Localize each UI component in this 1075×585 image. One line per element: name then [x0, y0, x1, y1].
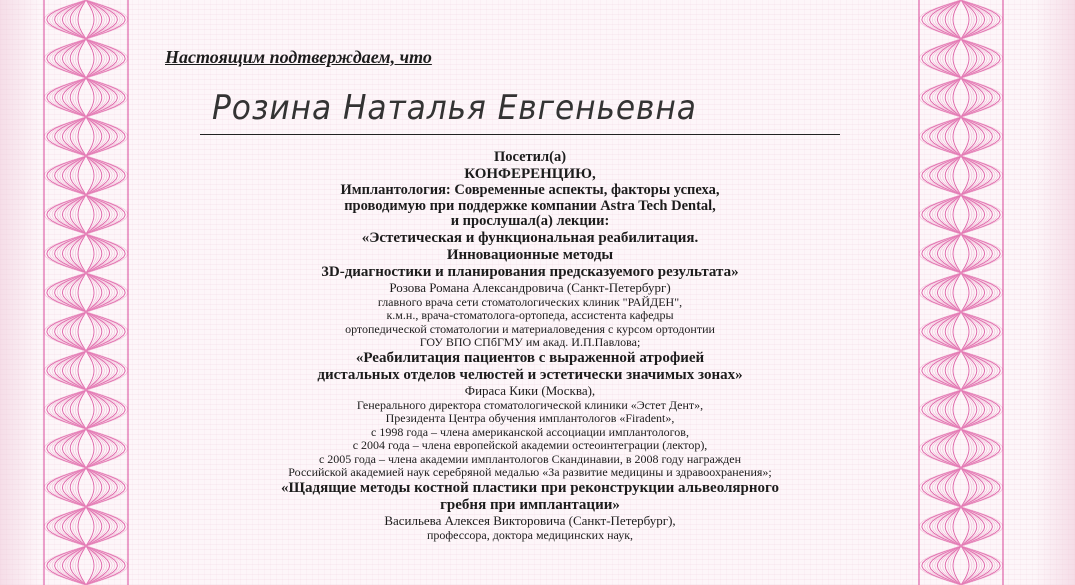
lecture2-credential: Президента Центра обучения имплантологов «Firadent»,	[385, 411, 675, 426]
lecture2-credential: с 2004 года – члена европейской академии остеоинтеграции (лектор),	[352, 438, 708, 453]
guilloche-pattern-right	[915, 0, 1007, 585]
lecture1-credential: главного врача сети стоматологических клиник "РАЙДЕН",	[377, 294, 683, 309]
lecture2-credential: Российской академией наук серебряной медалью «За развитие медицины и здравоохранения»;	[288, 465, 772, 480]
lecture3-credential: профессора, доктора медицинских наук,	[426, 527, 634, 542]
lecture1-title-line: 3D-диагностики и планирования предсказуемого результата»	[321, 264, 739, 281]
lecture2-credential: с 1998 года – члена американской ассоциации имплантологов,	[371, 424, 689, 439]
conference-topic: Имплантология: Современные аспекты, факторы успеха,	[340, 181, 720, 198]
lecture1-title-line: «Эстетическая и функциональная реабилитация.	[361, 230, 699, 247]
lecture2-credential: с 2005 года – члена академии имплантологов Скандинавии, в 2008 году награжден	[318, 451, 742, 466]
lecture2-title-line: «Реабилитация пациентов с выраженной атрофией	[355, 349, 705, 366]
lecture3-speaker: Васильева Алексея Викторовича (Санкт-Петербург),	[384, 512, 676, 528]
lectures-intro: и прослушал(а) лекции:	[450, 213, 610, 230]
left-edge-shade	[0, 0, 40, 585]
event-type: КОНФЕРЕНЦИЮ,	[464, 165, 596, 182]
lecture2-speaker: Фираса Кики (Москва),	[464, 382, 596, 398]
lecture1-credential: ортопедической стоматологии и материаловедения с курсом ортодонтии	[345, 321, 715, 336]
attended-label: Посетил(а)	[493, 149, 567, 165]
lecture3-title-line: гребня при имплантации»	[440, 496, 620, 513]
lecture2-title-line: дистальных отделов челюстей и эстетически значимых зонах»	[317, 366, 743, 383]
recipient-name: Розина Наталья Евгеньевна	[212, 88, 697, 128]
certificate-body	[150, 150, 910, 542]
sponsor-line: проводимую при поддержке компании Astra Tech Dental,	[344, 197, 716, 214]
lecture3-title-line: «Щадящие методы костной пластики при реконструкции альвеолярного	[281, 479, 779, 496]
lecture1-title-line: Инновационные методы	[446, 247, 614, 264]
guilloche-border-right	[915, 0, 1007, 585]
guilloche-border-left	[40, 0, 132, 585]
intro-text: Настоящим подтверждаем, что	[165, 47, 432, 67]
lecture1-credential: к.м.н., врача-стоматолога-ортопеда, ассистента кафедры	[386, 308, 674, 323]
guilloche-pattern-left	[40, 0, 132, 585]
name-underline	[200, 134, 840, 135]
lecture1-credential: ГОУ ВПО СПбГМУ им акад. И.П.Павлова;	[419, 335, 641, 350]
right-edge-shade	[1035, 0, 1075, 585]
certificate-content	[150, 0, 910, 585]
lecture1-speaker: Розова Романа Александровича (Санкт-Петербург)	[389, 280, 671, 296]
lecture2-credential: Генерального директора стоматологической клиники «Эстет Дент»,	[356, 397, 704, 412]
